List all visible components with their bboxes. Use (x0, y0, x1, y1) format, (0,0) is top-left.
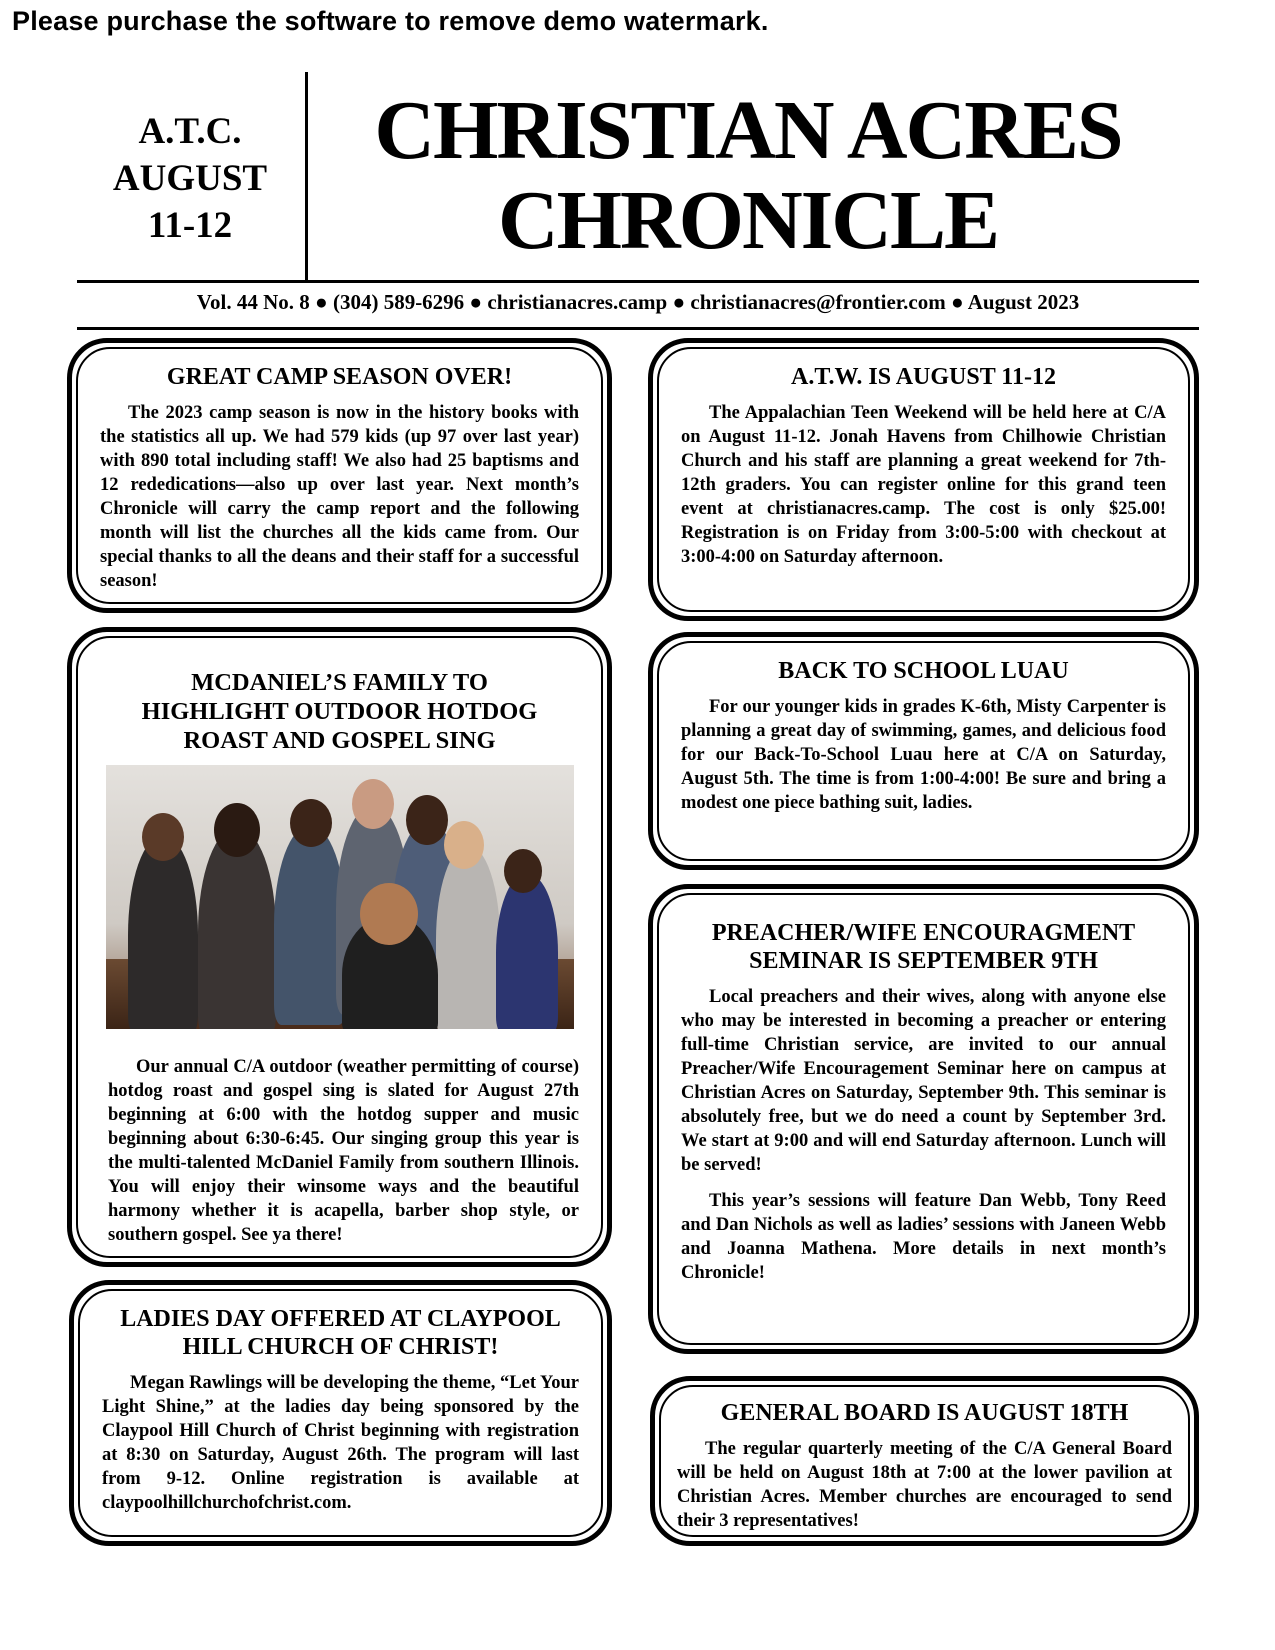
article-luau (648, 632, 1199, 870)
event-dates-block (95, 108, 285, 249)
article-atw (648, 338, 1199, 621)
header-rule-bottom (77, 327, 1199, 330)
article-title-line-2: SEMINAR IS SEPTEMBER 9TH (749, 948, 1098, 974)
header-vertical-rule (305, 72, 308, 280)
article-title-line-2: HIGHLIGHT OUTDOOR HOTDOG (141, 698, 538, 725)
article-title (100, 668, 579, 755)
article-body: For our younger kids in grades K-6th, Misty Carpenter is planning a great day of swimming, games, and delicious food for our Back-To-School Luau here at C/A on Saturday, August 5th. The time is from 1:00-4:00! Be sure and bring a modest one piece bathing suit, ladies. (681, 697, 1166, 813)
masthead-line-2: CHRONICLE (497, 174, 999, 267)
article-title-line-2: HILL CHURCH OF CHRIST! (182, 1334, 499, 1360)
masthead-title (318, 86, 1178, 266)
article-body: The Appalachian Teen Weekend will be held here at C/A on August 11-12. Jonah Havens from Chilhowie Christian Church and his staff are planning a great weekend for 7th-12th graders. You can register online for this grand teen event at christianacres.camp. The cost is only $25.00! Registration is on Friday from 3:00-5:00 with checkout at 3:00-4:00 on Saturday afternoon. (681, 403, 1166, 567)
event-line-3: 11-12 (147, 205, 233, 246)
mcdaniel-family-photo (106, 765, 574, 1029)
article-seminar (648, 884, 1199, 1354)
info-bar: Vol. 44 No. 8 ● (304) 589-6296 ● christianacres.camp ● christianacres@frontier.com ● August 2023 (196, 290, 1080, 314)
article-title-line-1: PREACHER/WIFE ENCOURAGMENT (711, 920, 1136, 946)
article-title-line-1: MCDANIEL’S FAMILY TO (191, 669, 488, 696)
masthead-line-1: CHRISTIAN ACRES (374, 84, 1122, 177)
article-title (102, 1305, 579, 1361)
article-body-1: Local preachers and their wives, along with anyone else who may be interested in becoming a preacher or entering full-time Christian service, are invited to our annual Preacher/Wife Encouragement Seminar here on campus at Christian Acres on Saturday, September 9th. This seminar is absolutely free, but we do need a count by September 3rd. We start at 9:00 and will end Saturday afternoon. Lunch will be served! (681, 987, 1166, 1175)
article-body-2: This year’s sessions will feature Dan Webb, Tony Reed and Dan Nichols as well as ladies’ sessions with Janeen Webb and Joanna Mathena. More details in next month’s Chronicle! (681, 1191, 1166, 1283)
header-rule-top (77, 280, 1199, 283)
article-title-line-3: ROAST AND GOSPEL SING (183, 727, 496, 754)
article-body: The 2023 camp season is now in the history books with the statistics all up. We had 579 kids (up 97 over last year) with 890 total including staff! We also had 25 baptisms and 12 rededications—also up over last year. Next month’s Chronicle will carry the camp report and the following month will list the churches all the kids came from. Our special thanks to all the deans and their staff for a successful season! (100, 403, 579, 591)
article-title: A.T.W. IS AUGUST 11-12 (791, 364, 1056, 390)
article-camp-season (67, 338, 612, 613)
article-body: Megan Rawlings will be developing the theme, “Let Your Light Shine,” at the ladies day being sponsored by the Claypool Hill Church of Christ beginning with registration at 8:30 on Saturday, August 26th. The program will last from 9-12. Online registration is available at claypoolhillchurchofchrist.com. (102, 1373, 579, 1513)
article-title: GREAT CAMP SEASON OVER! (166, 364, 513, 390)
article-body: The regular quarterly meeting of the C/A General Board will be held on August 18th at 7:00 at the lower pavilion at Christian Acres. Member churches are encouraged to send their 3 representatives! (677, 1439, 1172, 1531)
article-title-line-1: LADIES DAY OFFERED AT CLAYPOOL (120, 1306, 561, 1332)
article-ladies-day (69, 1280, 612, 1546)
article-title: BACK TO SCHOOL LUAU (778, 658, 1069, 684)
article-title (681, 919, 1166, 975)
event-line-2: AUGUST (112, 158, 268, 199)
article-general-board (650, 1376, 1199, 1546)
article-title: GENERAL BOARD IS AUGUST 18TH (720, 1400, 1129, 1426)
event-line-1: A.T.C. (138, 111, 242, 152)
article-mcdaniel-family (67, 627, 612, 1267)
demo-watermark: Please purchase the software to remove demo watermark. (12, 6, 769, 36)
article-body: Our annual C/A outdoor (weather permitting of course) hotdog roast and gospel sing is slated for August 27th beginning at 6:00 with the hotdog supper and music beginning about 6:30-6:45. Our singing group this year is the multi-talented McDaniel Family from southern Illinois. You will enjoy their winsome ways and the beautiful harmony whether it is acapella, barber shop style, or southern gospel. See ya there! (108, 1057, 579, 1245)
